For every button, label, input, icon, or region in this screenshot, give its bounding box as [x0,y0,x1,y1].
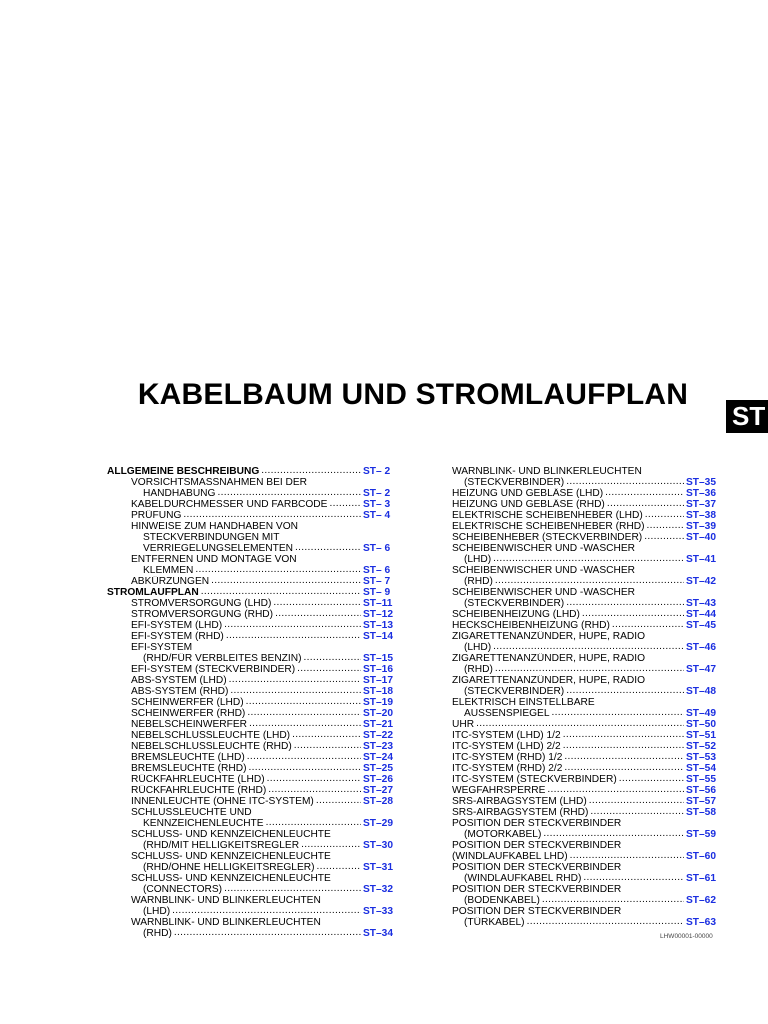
toc-entry[interactable] [452,576,720,587]
toc-entry[interactable] [107,840,397,851]
toc-page-link[interactable]: ST–22 [363,730,394,741]
toc-page-link[interactable]: ST–15 [363,653,394,664]
dot-leader [174,928,361,938]
dot-leader [273,598,361,608]
toc-page-link[interactable]: ST–17 [363,675,394,686]
dot-leader [590,807,684,817]
toc-page-link[interactable]: ST–38 [686,510,717,521]
dot-leader [495,576,684,586]
toc-page-link[interactable]: ST–44 [686,609,717,620]
toc-entry-title: POSITION DER STECKVERBINDER [452,884,622,895]
toc-entry[interactable] [107,609,397,620]
toc-page-link[interactable]: ST–31 [363,862,394,873]
toc-page-link[interactable]: ST–11 [363,598,393,609]
toc-entry [452,587,720,598]
toc-entry[interactable] [107,785,397,796]
toc-entry[interactable] [107,543,397,554]
dot-leader [316,796,361,806]
dot-leader [226,631,361,641]
dot-leader [297,664,361,674]
toc-page-link[interactable]: ST–41 [686,554,717,565]
toc-entry-title: SCHLUSS- UND KENNZEICHENLEUCHTE [131,851,331,862]
toc-entry-title: (RHD/FÜR VERBLEITES BENZIN) [143,653,302,664]
toc-entry-title: UHR [452,719,475,730]
toc-page-link[interactable]: ST–60 [686,851,717,862]
toc-entry [452,631,720,642]
toc-page-link[interactable]: ST– 2 [363,466,391,477]
toc-page-link[interactable]: ST–58 [686,807,717,818]
toc-page-link[interactable]: ST– 6 [363,565,391,576]
toc-page-link[interactable]: ST– 9 [363,587,391,598]
toc-page-link[interactable]: ST–21 [363,719,394,730]
toc-page-link[interactable]: ST–61 [686,873,717,884]
toc-entry [452,466,720,477]
toc-entry-title: SRS-AIRBAGSYSTEM (LHD) [452,796,587,807]
dot-leader [644,532,684,542]
dot-leader [275,609,361,619]
toc-entry-title: ELEKTRISCHE SCHEIBENHEBER (LHD) [452,510,643,521]
toc-page-link[interactable]: ST–12 [363,609,394,620]
toc-entry-title: ELEKTRISCH EINSTELLBARE [452,697,595,708]
toc-page-link[interactable]: ST–30 [363,840,394,851]
dot-leader [229,675,361,685]
toc-entry-title: STROMLAUFPLAN [107,587,199,598]
toc-page-link[interactable]: ST–24 [363,752,394,763]
toc-entry-title: STROMVERSORGUNG (RHD) [131,609,274,620]
toc-entry [107,873,397,884]
toc-entry[interactable] [452,708,720,719]
toc-entry-title: WARNBLINK- UND BLINKERLEUCHTEN [452,466,642,477]
dot-leader [570,851,684,861]
toc-entry-title: (RHD/MIT HELLIGKEITSREGLER [143,840,300,851]
toc-entry-title: WEGFAHRSPERRE [452,785,546,796]
dot-leader [605,488,684,498]
dot-leader [607,499,684,509]
toc-page-link[interactable]: ST–50 [686,719,717,730]
toc-entry-title: (STECKVERBINDER) [464,686,565,697]
toc-entry-title: (RHD) [464,664,493,675]
dot-leader [201,587,361,597]
toc-page-link[interactable]: ST–63 [686,917,717,928]
toc-entry[interactable] [452,796,720,807]
dot-leader [248,763,361,773]
toc-page-link[interactable]: ST–46 [686,642,717,653]
toc-entry-title: ITC-SYSTEM (RHD) 2/2 [452,763,563,774]
toc-entry[interactable] [107,587,397,598]
toc-entry-title: EFI-SYSTEM [131,642,193,653]
toc-entry[interactable] [452,477,720,488]
dot-leader [211,576,361,586]
toc-page-link[interactable]: ST– 7 [363,576,391,587]
toc-entry [452,565,720,576]
toc-entry [452,653,720,664]
toc-entry-title: (RHD) [143,928,172,939]
toc-entry-title: SCHEIBENWISCHER UND -WASCHER [452,543,636,554]
toc-entry[interactable] [452,488,720,499]
toc-page-link[interactable]: ST– 6 [363,543,391,554]
toc-entry [452,697,720,708]
toc-entry-title: ABKÜRZUNGEN [131,576,210,587]
toc-entry [452,543,720,554]
toc-entry [107,521,397,532]
toc-entry [107,917,397,928]
toc-entry[interactable] [107,862,397,873]
toc-entry[interactable] [452,763,720,774]
toc-entry-title: (STECKVERBINDER) [464,598,565,609]
toc-entry[interactable] [452,521,720,532]
dot-leader [543,829,684,839]
toc-entry[interactable] [452,851,720,862]
toc-entry-title: ABS-SYSTEM (LHD) [131,675,227,686]
toc-entry-title: BREMSLEUCHTE (RHD) [131,763,247,774]
toc-entry-title: ITC-SYSTEM (LHD) 1/2 [452,730,561,741]
toc-entry-title: INNENLEUCHTE (OHNE ITC-SYSTEM) [131,796,314,807]
toc-entry-title: SCHEIBENWISCHER UND -WASCHER [452,565,636,576]
toc-page-link[interactable]: ST–37 [686,499,717,510]
toc-entry[interactable] [107,774,397,785]
toc-page-link[interactable]: ST–43 [686,598,717,609]
dot-leader [566,477,684,487]
toc-entry[interactable] [107,906,397,917]
toc-entry-title: HANDHABUNG [143,488,216,499]
toc-page-link[interactable]: ST–42 [686,576,717,587]
toc-page-link[interactable]: ST–34 [363,928,394,939]
toc-page-link[interactable]: ST–47 [686,664,717,675]
toc-entry[interactable] [107,620,397,631]
toc-entry[interactable] [107,818,397,829]
toc-entry-title: VORSICHTSMASSNAHMEN BEI DER [131,477,308,488]
toc-page-link[interactable]: ST–48 [686,686,717,697]
toc-page-link[interactable]: ST–45 [686,620,717,631]
toc-entry-title: RÜCKFAHRLEUCHTE (LHD) [131,774,265,785]
toc-entry[interactable] [452,785,720,796]
toc-page-link[interactable]: ST–35 [686,477,717,488]
dot-leader [552,708,685,718]
toc-entry[interactable] [107,741,397,752]
toc-entry-title: NEBELSCHEINWERFER [131,719,248,730]
dot-leader [566,686,684,696]
toc-page-link[interactable]: ST– 3 [363,499,391,510]
toc-entry-title: STROMVERSORGUNG (LHD) [131,598,272,609]
toc-entry-title: SCHEIBENWISCHER UND -WASCHER [452,587,636,598]
toc-page-link[interactable]: ST–32 [363,884,394,895]
toc-entry-title: NEBELSCHLUSSLEUCHTE (RHD) [131,741,292,752]
dot-leader [195,565,361,575]
dot-leader [183,510,361,520]
toc-page-link[interactable]: ST–19 [363,697,394,708]
toc-entry-title: SCHLUSSLEUCHTE UND [131,807,252,818]
toc-page-link[interactable]: ST–57 [686,796,717,807]
dot-leader [563,741,684,751]
toc-entry [452,675,720,686]
toc-left-column [107,466,397,939]
toc-entry-title: WARNBLINK- UND BLINKERLEUCHTEN [131,917,321,928]
toc-entry[interactable] [107,631,397,642]
toc-entry[interactable] [452,895,720,906]
dot-leader [247,708,361,718]
dot-leader [267,774,361,784]
dot-leader [172,906,361,916]
toc-entry-title: ABS-SYSTEM (RHD) [131,686,229,697]
toc-page-link[interactable]: ST–40 [686,532,717,543]
dot-leader [495,664,684,674]
toc-page-link[interactable]: ST–51 [686,730,717,741]
toc-entry-title: HECKSCHEIBENHEIZUNG (RHD) [452,620,610,631]
toc-entry-title: (BODENKABEL) [464,895,540,906]
toc-entry[interactable] [107,730,397,741]
toc-page-link[interactable]: ST–18 [363,686,394,697]
toc-entry[interactable] [107,499,397,510]
toc-page-link[interactable]: ST–14 [363,631,394,642]
toc-entry[interactable] [107,675,397,686]
toc-entry-title: ZIGARETTENANZÜNDER, HUPE, RADIO [452,653,646,664]
toc-entry[interactable] [452,532,720,543]
document-code: LHW00001-00000 [660,933,713,940]
toc-entry [107,807,397,818]
dot-leader [224,620,361,630]
toc-entry[interactable] [107,598,397,609]
toc-page-link[interactable]: ST–29 [363,818,394,829]
toc-entry-title: SCHEINWERFER (LHD) [131,697,244,708]
dot-leader [493,642,684,652]
toc-page-link[interactable]: ST–23 [363,741,394,752]
dot-leader [476,719,684,729]
toc-entry-title: (STECKVERBINDER) [464,477,565,488]
toc-entry-title: POSITION DER STECKVERBINDER [452,840,622,851]
toc-entry [452,906,720,917]
toc-entry-title: (WINDLAUFKABEL RHD) [464,873,582,884]
toc-entry[interactable] [107,466,397,477]
toc-page-link[interactable]: ST–54 [686,763,717,774]
dot-leader [249,719,361,729]
toc-entry[interactable] [452,554,720,565]
toc-page-link[interactable]: ST–16 [363,664,394,675]
toc-entry-title: SCHLUSS- UND KENNZEICHENLEUCHTE [131,829,331,840]
toc-entry-title: (LHD) [464,642,492,653]
toc-entry[interactable] [452,752,720,763]
toc-entry[interactable] [452,829,720,840]
toc-entry-title: ENTFERNEN UND MONTAGE VON [131,554,297,565]
toc-entry [452,862,720,873]
toc-entry [107,477,397,488]
toc-entry[interactable] [452,510,720,521]
dot-leader [266,818,361,828]
toc-entry-title: EFI-SYSTEM (LHD) [131,620,223,631]
toc-entry[interactable] [107,565,397,576]
toc-entry-title: ELEKTRISCHE SCHEIBENHEBER (RHD) [452,521,645,532]
toc-entry[interactable] [107,686,397,697]
toc-entry-title: (WINDLAUFKABEL LHD) [452,851,568,862]
dot-leader [294,741,361,751]
toc-entry-title: STECKVERBINDUNGEN MIT [143,532,280,543]
dot-leader [292,730,361,740]
dot-leader [582,609,684,619]
dot-leader [645,510,684,520]
toc-entry-title: KLEMMEN [143,565,194,576]
toc-entry-title: (LHD) [143,906,171,917]
toc-right-column [452,466,720,928]
toc-entry[interactable] [452,609,720,620]
dot-leader [246,697,361,707]
toc-entry-title: (CONNECTORS) [143,884,223,895]
dot-leader [295,543,361,553]
dot-leader [589,796,684,806]
toc-entry-title: BREMSLEUCHTE (LHD) [131,752,245,763]
toc-entry[interactable] [452,598,720,609]
dot-leader [329,499,361,509]
toc-entry-title: SCHLUSS- UND KENNZEICHENLEUCHTE [131,873,331,884]
toc-entry-title: ITC-SYSTEM (LHD) 2/2 [452,741,561,752]
toc-entry[interactable] [452,807,720,818]
toc-entry [452,884,720,895]
toc-entry-title: NEBELSCHLUSSLEUCHTE (LHD) [131,730,291,741]
dot-leader [564,752,684,762]
toc-entry[interactable] [107,576,397,587]
toc-page-link[interactable]: ST–26 [363,774,394,785]
section-tab: ST [726,400,768,433]
toc-entry[interactable] [452,741,720,752]
toc-entry-title: ITC-SYSTEM (RHD) 1/2 [452,752,563,763]
toc-entry[interactable] [452,719,720,730]
dot-leader [217,488,361,498]
toc-page-link[interactable]: ST–49 [686,708,717,719]
toc-entry-title: POSITION DER STECKVERBINDER [452,818,622,829]
toc-entry-title: SRS-AIRBAGSYSTEM (RHD) [452,807,589,818]
dot-leader [261,466,361,476]
dot-leader [304,653,362,663]
dot-leader [230,686,361,696]
dot-leader [493,554,684,564]
toc-entry[interactable] [107,763,397,774]
toc-page-link[interactable]: ST–55 [686,774,717,785]
toc-page-link[interactable]: ST–13 [363,620,394,631]
toc-page-link[interactable]: ST–33 [363,906,394,917]
toc-entry [107,895,397,906]
toc-entry-title: EFI-SYSTEM (RHD) [131,631,224,642]
toc-page-link[interactable]: ST–27 [363,785,394,796]
dot-leader [612,620,684,630]
toc-entry-title: HINWEISE ZUM HANDHABEN VON [131,521,298,532]
page-title: KABELBAUM UND STROMLAUFPLAN [137,378,689,411]
toc-entry-title: ITC-SYSTEM (STECKVERBINDER) [452,774,617,785]
toc-entry-title: (LHD) [464,554,492,565]
toc-entry[interactable] [452,664,720,675]
dot-leader [224,884,361,894]
dot-leader [247,752,361,762]
toc-page-link[interactable]: ST–39 [686,521,717,532]
toc-entry [107,829,397,840]
toc-entry-title: RÜCKFAHRLEUCHTE (RHD) [131,785,267,796]
dot-leader [583,873,684,883]
toc-entry[interactable] [452,642,720,653]
toc-entry[interactable] [107,752,397,763]
toc-entry[interactable] [452,620,720,631]
toc-entry-title: SCHEIBENHEBER (STECKVERBINDER) [452,532,643,543]
toc-entry-title: ZIGARETTENANZÜNDER, HUPE, RADIO [452,631,646,642]
toc-entry[interactable] [107,796,397,807]
dot-leader [564,763,684,773]
toc-entry [107,851,397,862]
toc-entry[interactable] [452,686,720,697]
toc-entry-title: SCHEINWERFER (RHD) [131,708,246,719]
toc-entry-title: EFI-SYSTEM (STECKVERBINDER) [131,664,296,675]
toc-entry[interactable] [107,719,397,730]
toc-page-link[interactable]: ST–59 [686,829,717,840]
toc-entry-title: AUSSENSPIEGEL [464,708,550,719]
dot-leader [268,785,361,795]
toc-entry-title: SCHEIBENHEIZUNG (LHD) [452,609,580,620]
dot-leader [301,840,361,850]
toc-entry-title: POSITION DER STECKVERBINDER [452,862,622,873]
toc-entry[interactable] [452,730,720,741]
toc-entry-title: HEIZUNG UND GEBLÄSE (RHD) [452,499,605,510]
toc-entry [107,642,397,653]
toc-entry[interactable] [452,917,720,928]
toc-entry [452,840,720,851]
toc-entry-title: ALLGEMEINE BESCHREIBUNG [107,466,260,477]
toc-entry-title: KENNZEICHENLEUCHTE [143,818,264,829]
toc-page-link[interactable]: ST–53 [686,752,717,763]
dot-leader [566,598,684,608]
toc-entry[interactable] [452,873,720,884]
toc-entry-title: WARNBLINK- UND BLINKERLEUCHTEN [131,895,321,906]
toc-entry-title: (RHD) [464,576,493,587]
dot-leader [542,895,684,905]
toc-page-link[interactable]: ST–62 [686,895,717,906]
toc-entry [107,554,397,565]
toc-entry [452,818,720,829]
toc-entry [107,532,397,543]
toc-entry-title: ZIGARETTENANZÜNDER, HUPE, RADIO [452,675,646,686]
toc-page-link[interactable]: ST–28 [363,796,394,807]
toc-page-link[interactable]: ST–52 [686,741,717,752]
toc-entry[interactable] [452,499,720,510]
toc-entry[interactable] [107,708,397,719]
toc-entry-title: KABELDURCHMESSER UND FARBCODE [131,499,328,510]
toc-entry[interactable] [107,510,397,521]
dot-leader [563,730,684,740]
toc-entry[interactable] [452,774,720,785]
toc-page-link[interactable]: ST–25 [363,763,394,774]
toc-page-link[interactable]: ST–36 [686,488,717,499]
toc-entry[interactable] [107,653,397,664]
toc-entry-title: (TÜRKABEL) [464,917,525,928]
toc-entry-title: HEIZUNG UND GEBLÄSE (LHD) [452,488,604,499]
toc-page-link[interactable]: ST–56 [686,785,717,796]
toc-page-link[interactable]: ST–20 [363,708,394,719]
toc-entry[interactable] [107,697,397,708]
toc-entry-title: POSITION DER STECKVERBINDER [452,906,622,917]
dot-leader [527,917,684,927]
dot-leader [547,785,684,795]
dot-leader [317,862,361,872]
toc-entry[interactable] [107,488,397,499]
toc-entry[interactable] [107,884,397,895]
toc-entry-title: (MOTORKABEL) [464,829,542,840]
toc-page-link[interactable]: ST– 2 [363,488,391,499]
toc-entry-title: (RHD/OHNE HELLIGKEITSREGLER) [143,862,315,873]
toc-entry[interactable] [107,664,397,675]
toc-entry-title: VERRIEGELUNGSELEMENTEN [143,543,294,554]
dot-leader [646,521,684,531]
dot-leader [619,774,684,784]
toc-page-link[interactable]: ST– 4 [363,510,391,521]
toc-entry-title: PRÜFUNG [131,510,182,521]
toc-entry[interactable] [107,928,397,939]
